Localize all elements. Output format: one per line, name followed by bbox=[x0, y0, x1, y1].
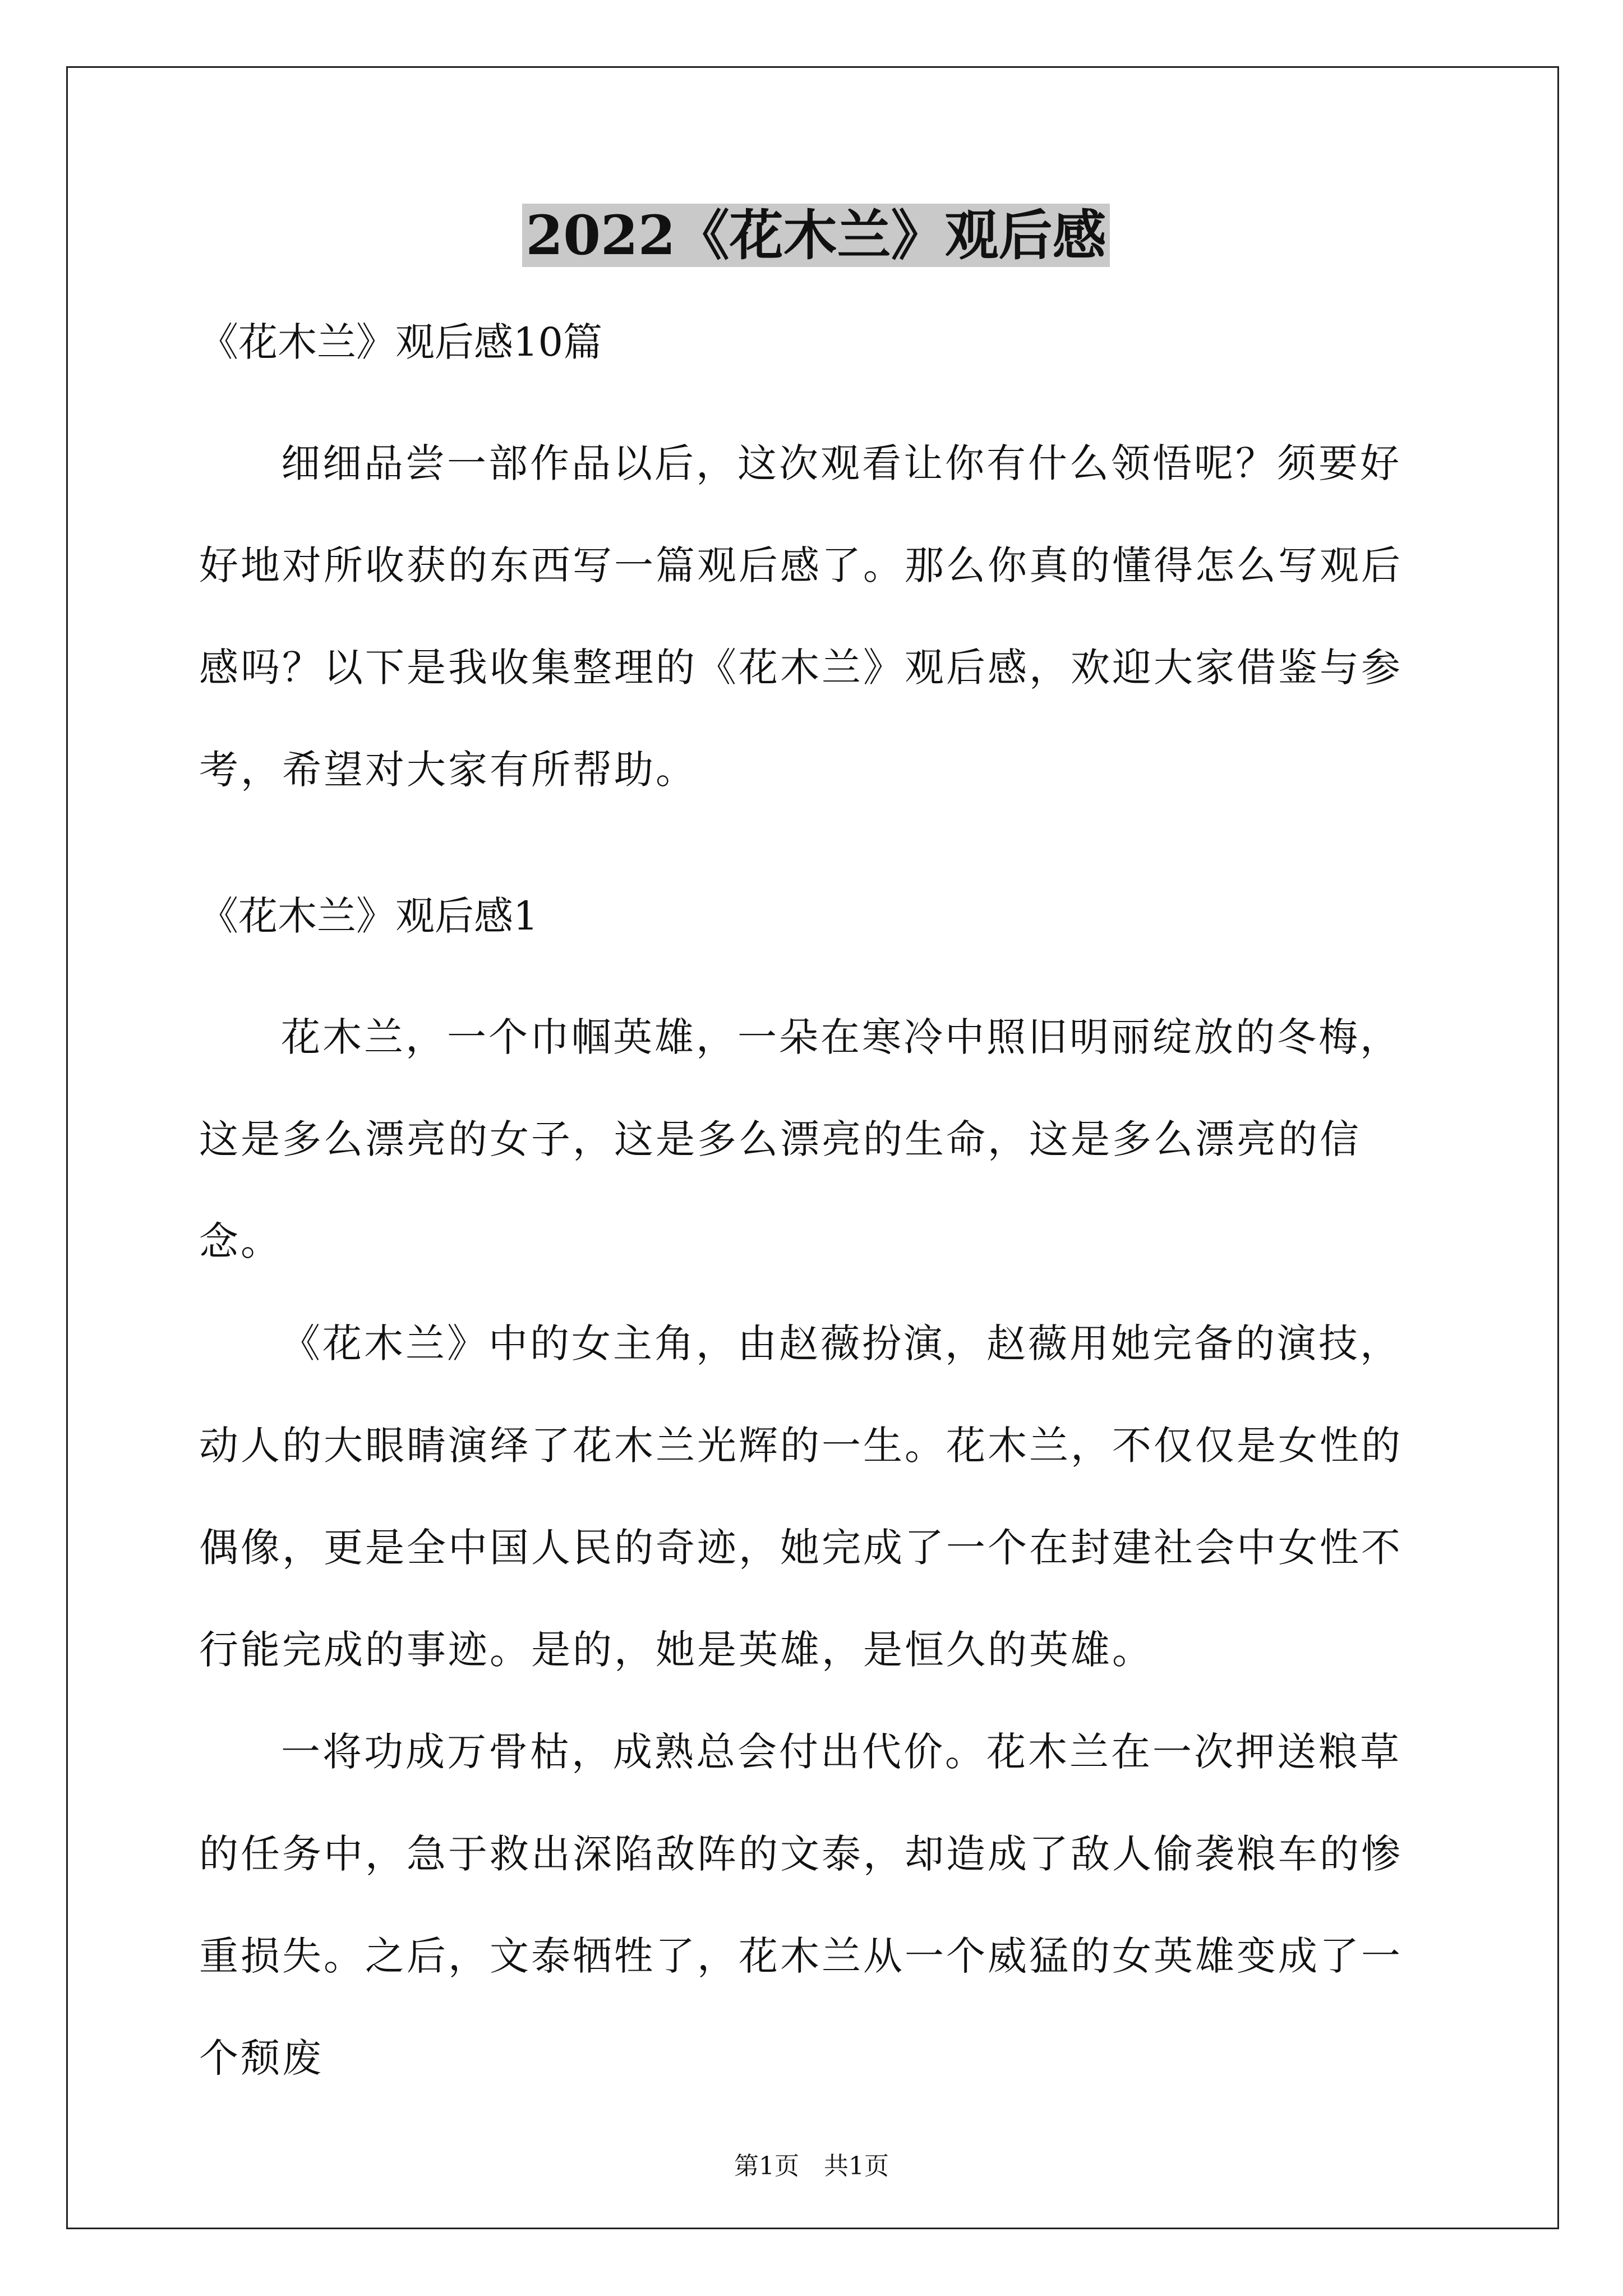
document-body bbox=[199, 196, 1433, 2109]
intro-paragraph: 细细品尝一部作品以后，这次观看让你有什么领悟呢？须要好好地对所收获的东西写一篇观后感了。那么你真的懂得怎么写观后感吗？以下是我收集整理的《花木兰》观后感，欢迎大家借鉴与参考，希望对大家有所帮助。 bbox=[199, 440, 1403, 793]
document-subtitle: 《花木兰》观后感10篇 bbox=[199, 319, 603, 365]
section1-paragraph-2: 《花木兰》中的女主角，由赵薇扮演，赵薇用她完备的演技，动人的大眼睛演绎了花木兰光辉的一生。花木兰，不仅仅是女性的偶像，更是全中国人民的奇迹，她完成了一个在封建社会中女性不行能完成的事迹。是的，她是英雄，是恒久的英雄。 bbox=[199, 1320, 1403, 1673]
section1-paragraph-3: 一将功成万骨枯，成熟总会付出代价。花木兰在一次押送粮草的任务中，急于救出深陷敌阵的文泰，却造成了敌人偷袭粮车的惨重损失。之后，文泰牺牲了，花木兰从一个威猛的女英雄变成了一个颓废 bbox=[199, 1729, 1403, 2081]
section-heading-1: 《花木兰》观后感1 bbox=[199, 893, 538, 939]
section-spacer bbox=[199, 821, 1433, 888]
section1-paragraph-1: 花木兰，一个巾帼英雄，一朵在寒冷中照旧明丽绽放的冬梅，这是多么漂亮的女子，这是多么漂亮的生命，这是多么漂亮的信念。 bbox=[199, 1014, 1401, 1264]
document-title: 2022《花木兰》观后感 bbox=[199, 196, 1433, 275]
page-footer: 第1页 共1页 bbox=[734, 2152, 889, 2180]
